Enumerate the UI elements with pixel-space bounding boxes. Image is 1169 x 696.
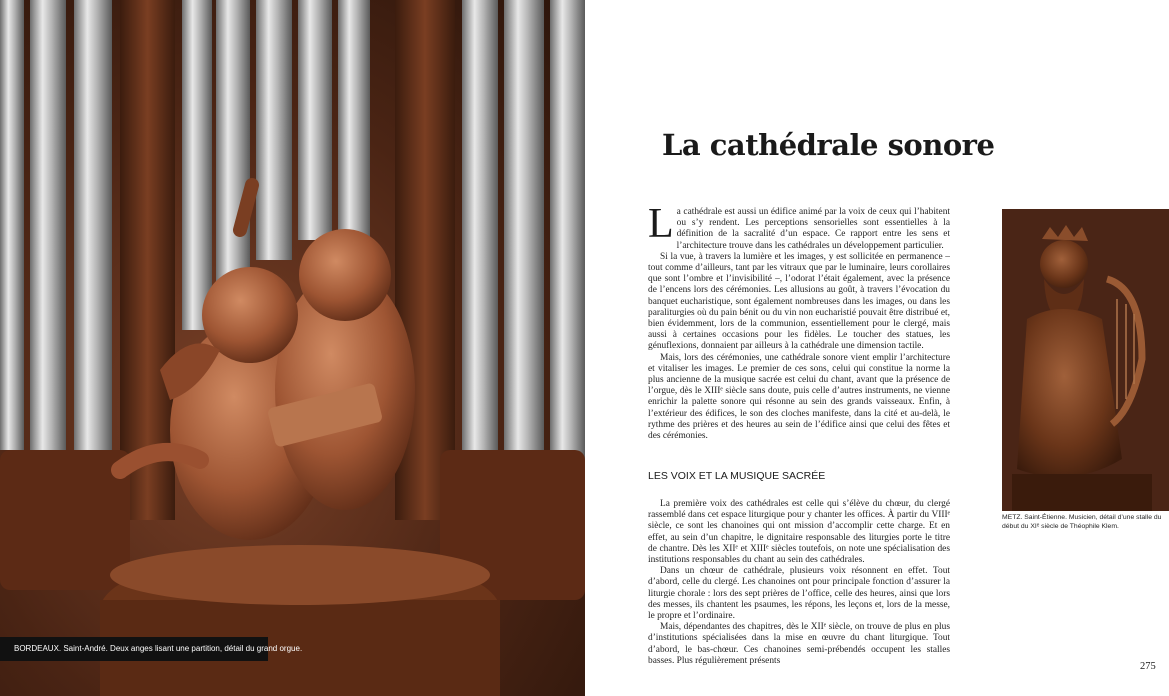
- section-heading: LES VOIX ET LA MUSIQUE SACRÉE: [648, 470, 826, 482]
- intro-paragraph-1-text: a cathédrale est aussi un édifice animé par la voix de ceux qui l’habitent ou s’y rendent. Les perceptions sensorielles sont essentielles à la définition de la sacralité d’un espace. Ce rapport entre les sens et l’architecture trouve dans les cathédrales un développement particulier.: [676, 207, 950, 251]
- intro-paragraph-1: [648, 201, 950, 252]
- page-number: 275: [1140, 661, 1156, 672]
- left-photo-caption: BORDEAUX. Saint-André. Deux anges lisant une partition, détail du grand orgue.: [0, 637, 268, 661]
- page-title: La cathédrale sonore: [662, 128, 995, 162]
- musician-illustration: [1002, 209, 1169, 511]
- right-photo-caption: METZ. Saint-Étienne. Musicien, détail d’une stalle du début du XIᵉ siècle de Théophile Klem.: [1002, 514, 1162, 530]
- section-paragraph-3: Mais, dépendantes des chapitres, dès le XIIᵉ siècle, on trouve de plus en plus d’institutions spécialisées dans la mise en œuvre du chant liturgique. Tout d’abord, le bas-chœur. Ces chanoines semi-prébendés occupent les stalles basses. Plus régulièrement présents: [648, 622, 950, 666]
- intro-paragraph-3: Mais, lors des cérémonies, une cathédrale sonore vient emplir l’architecture et vitaliser les images. Le premier de ces sons, celui qui constitue la norme la plus ancienne de la musique sacrée est celui du chant, avant que la présence de l’orgue, dès le XIIIᵉ siècle sans doute, puis celle d’autres instruments, ne vienne enrichir la palette sonore qui résonne au sein des grands vaisseaux. Enfin, à l’extérieur des édifices, le son des cloches manifeste, dans la cité et au-delà, le rythme des prières et des heures au sein de l’édifice ainsi que celui des fêtes et des cérémonies.: [648, 352, 950, 442]
- musician-stall-photo: [1002, 209, 1169, 511]
- section-text: [648, 499, 950, 667]
- section-paragraph-2: Dans un chœur de cathédrale, plusieurs voix résonnent en effet. Tout d’abord, celle du clergé. Les chanoines ont pour principale fonction d’assurer la liturgie chorale : lors des sept prières de l’office, celle des heures, ainsi que lors des messes, ils chantent les psaumes, les répons, les leçons et, lors de la messe, le propre et l’ordinaire.: [648, 566, 950, 622]
- section-paragraph-1: La première voix des cathédrales est celle qui s’élève du chœur, du clergé rassemblé dans cet espace liturgique pour y chanter les offices. À partir du VIIIᵉ siècle, ce sont les chanoines qui ont mission d’accomplir cette charge. Et en effet, au sein d’un chapitre, le dignitaire responsable des liturgies porte le titre de chantre. Dès les XIIᵉ et XIIIᵉ siècles toutefois, on note une spécialisation des institutions responsables du chant au sein des cathédrales.: [648, 499, 950, 566]
- intro-text: [648, 201, 950, 442]
- dropcap: L: [648, 201, 674, 247]
- intro-paragraph-2: Si la vue, à travers la lumière et les images, y est sollicitée en permanence – tout comme d’ailleurs, tant par les vitraux que par le luminaire, leurs corollaires que sont l’ombre et l’invisibilité –, l’odorat l’était également, avec la présence de l’encens lors des cérémonies. Les allusions au goût, à travers l’évocation du banquet eucharistique, sont également nombreuses dans les images, ou dans les paraliturgies où du pain bénit ou du vin non eucharistié pouvait être distribué et, bien évidemment, lors de la communion, essentiellement pour le clergé, mais aussi à certaines occasions pour les fidèles. Le toucher des statues, les génuflexions, donnaient par ailleurs à la cathédrale une dimension tactile.: [648, 251, 950, 352]
